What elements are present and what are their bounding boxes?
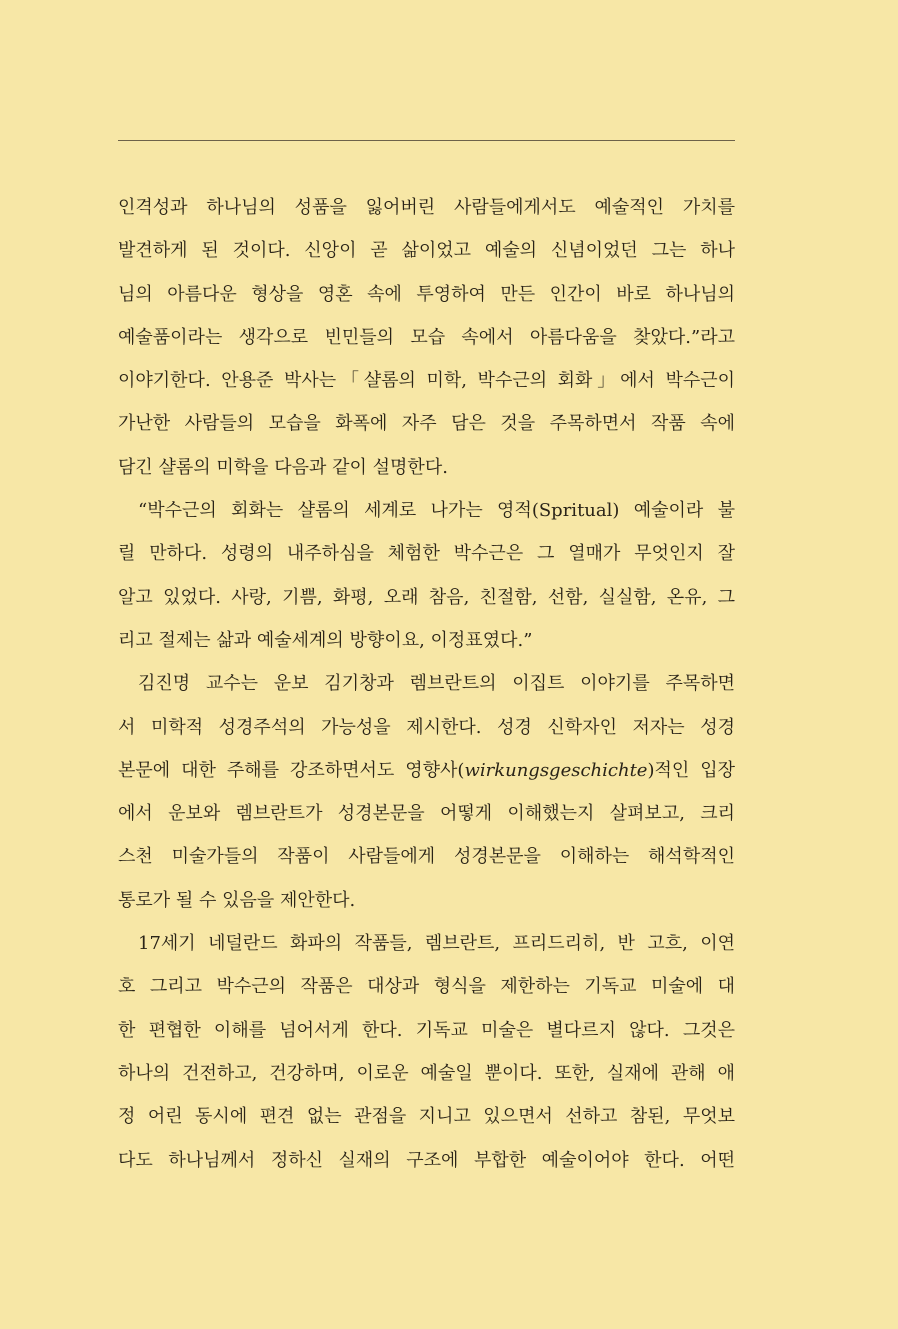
text-line: 정 어린 동시에 편견 없는 관점을 지니고 있으면서 선하고 참된, 무엇보 [118, 1106, 735, 1128]
text-line: 담긴 샬롬의 미학을 다음과 같이 설명한다. [118, 456, 448, 478]
text-line-with-italic [118, 749, 735, 792]
text-line: 하나의 건전하고, 건강하며, 이로운 예술일 뿐이다. 또한, 실재에 관해 애 [118, 1062, 735, 1084]
text-line: 인격성과 하나님의 성품을 잃어버린 사람들에게서도 예술적인 가치를 [118, 197, 735, 218]
text-line: 에서 운보와 렘브란트가 성경본문을 어떻게 이해했는지 살펴보고, 크리 [118, 803, 735, 825]
text-line: 17세기 네덜란드 화파의 작품들, 렘브란트, 프리드리히, 반 고흐, 이연 [138, 933, 735, 955]
text-line: 스천 미술가들의 작품이 사람들에게 성경본문을 이해하는 해석학적인 [118, 846, 735, 868]
header-rule [118, 140, 735, 141]
text-line: 발견하게 된 것이다. 신앙이 곧 삶이었고 예술의 신념이었던 그는 하나 [118, 240, 735, 262]
text-line: 호 그리고 박수근의 작품은 대상과 형식을 제한하는 기독교 미술에 대 [118, 976, 735, 998]
quote-line: “박수근의 회화는 샬롬의 세계로 나가는 영적(Spritual) 예술이라 불 [138, 500, 735, 522]
italic-term: wirkungsgeschichte [464, 759, 648, 781]
text-line: 예술품이라는 생각으로 빈민들의 모습 속에서 아름다움을 찾았다.”라고 [118, 326, 735, 348]
quote-line: 알고 있었다. 사랑, 기쁨, 화평, 오래 참음, 친절함, 선함, 실실함, 온유, 그 [118, 586, 735, 608]
body-text [118, 186, 735, 1182]
text-line: 한 편협한 이해를 넘어서게 한다. 기독교 미술은 별다르지 않다. 그것은 [118, 1019, 735, 1041]
text-line: 통로가 될 수 있음을 제안한다. [118, 889, 356, 911]
text-line: 이야기한다. 안용준 박사는「샬롬의 미학, 박수근의 회화」에서 박수근이 [118, 370, 735, 392]
line-segment: )적인 입장 [647, 759, 735, 781]
text-line: 님의 아름다운 형상을 영혼 속에 투영하여 만든 인간이 바로 하나님의 [118, 283, 735, 305]
text-line: 다도 하나님께서 정하신 실재의 구조에 부합한 예술이어야 한다. 어떤 [118, 1149, 735, 1171]
text-line: 서 미학적 성경주석의 가능성을 제시한다. 성경 신학자인 저자는 성경 [118, 716, 735, 738]
quote-line: 리고 절제는 삶과 예술세계의 방향이요, 이정표였다.” [118, 629, 533, 651]
line-segment: 본문에 대한 주해를 강조하면서도 영향사( [118, 759, 465, 781]
text-line: 가난한 사람들의 모습을 화폭에 자주 담은 것을 주목하면서 작품 속에 [118, 413, 735, 435]
text-line: 김진명 교수는 운보 김기창과 렘브란트의 이집트 이야기를 주목하면 [138, 673, 735, 695]
quote-line: 릴 만하다. 성령의 내주하심을 체험한 박수근은 그 열매가 무엇인지 잘 [118, 543, 735, 565]
